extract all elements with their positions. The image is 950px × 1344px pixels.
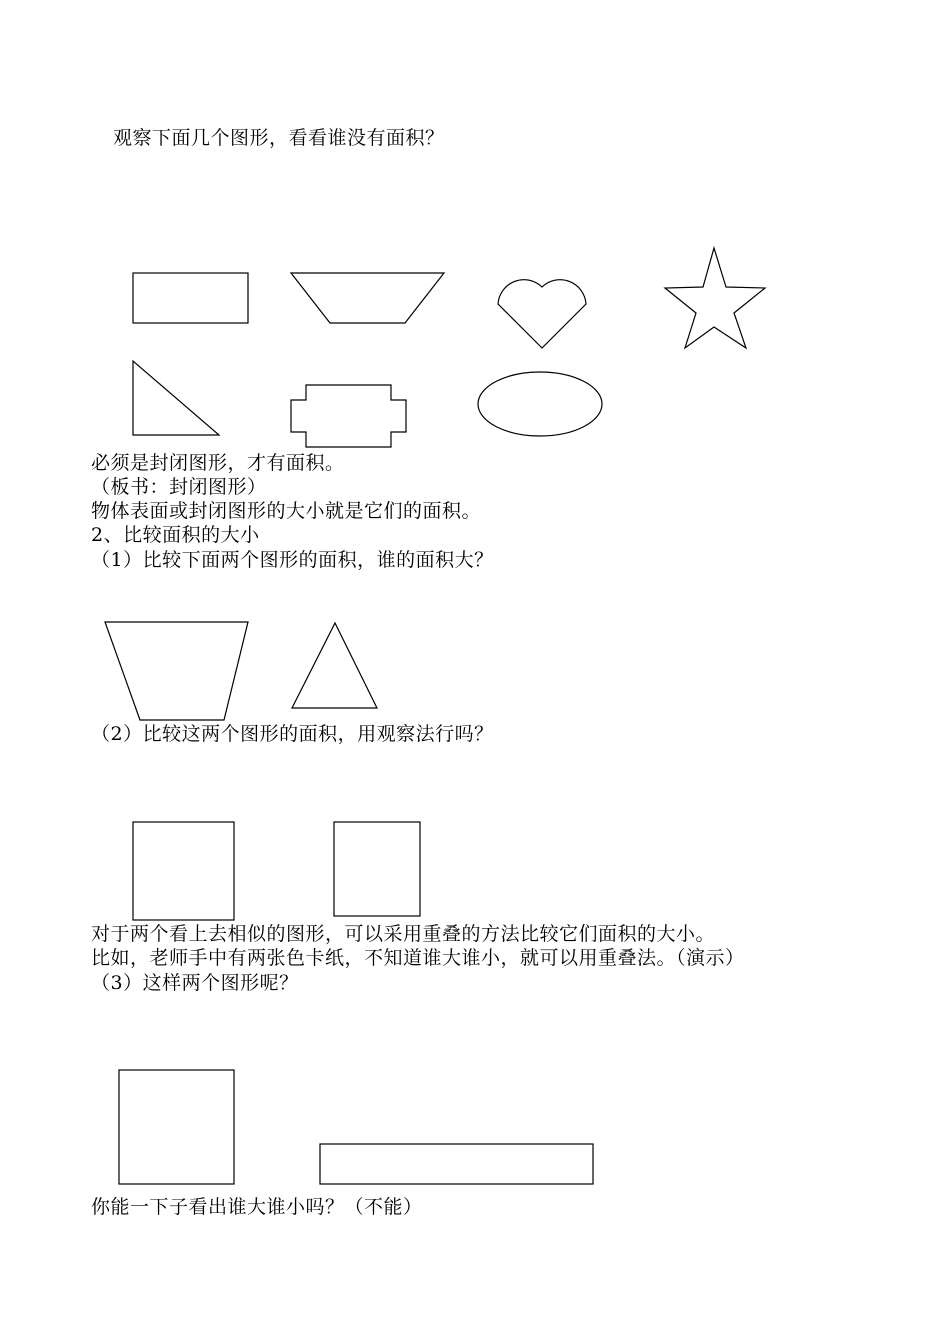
final-long-rectangle-shape: [320, 1144, 593, 1184]
rectangle-shape: [133, 273, 248, 323]
compare-rectangle-shape: [334, 822, 420, 916]
closed-shape-rule: 必须是封闭图形，才有面积。: [91, 452, 345, 474]
board-note: （板书：封闭图形）: [91, 476, 267, 498]
final-square-shape: [119, 1070, 234, 1184]
final-question: 你能一下子看出谁大谁小吗？（不能）: [91, 1196, 423, 1218]
question-3: （3）这样两个图形呢？: [91, 972, 299, 994]
notched-rectangle-shape: [291, 385, 406, 447]
overlap-method: 对于两个看上去相似的图形，可以采用重叠的方法比较它们面积的大小。: [91, 923, 716, 945]
definition: 物体表面或封闭图形的大小就是它们的面积。: [91, 500, 482, 522]
intro-question: 观察下面几个图形，看看谁没有面积？: [113, 127, 445, 149]
question-1: （1）比较下面两个图形的面积，谁的面积大？: [91, 549, 494, 571]
ellipse-shape: [478, 372, 602, 436]
question-2: （2）比较这两个图形的面积，用观察法行吗？: [91, 723, 494, 745]
heart-shape: [498, 280, 586, 348]
compare-trapezoid-shape: [105, 622, 248, 720]
compare-triangle-shape: [292, 623, 377, 708]
right-triangle-shape: [133, 361, 219, 435]
star-shape: [665, 248, 765, 348]
trapezoid-shape: [291, 273, 444, 323]
section-2-heading: 2、比较面积的大小: [91, 524, 260, 546]
compare-square-shape: [133, 822, 234, 920]
example-text: 比如，老师手中有两张色卡纸，不知道谁大谁小，就可以用重叠法。（演示）: [91, 947, 745, 969]
